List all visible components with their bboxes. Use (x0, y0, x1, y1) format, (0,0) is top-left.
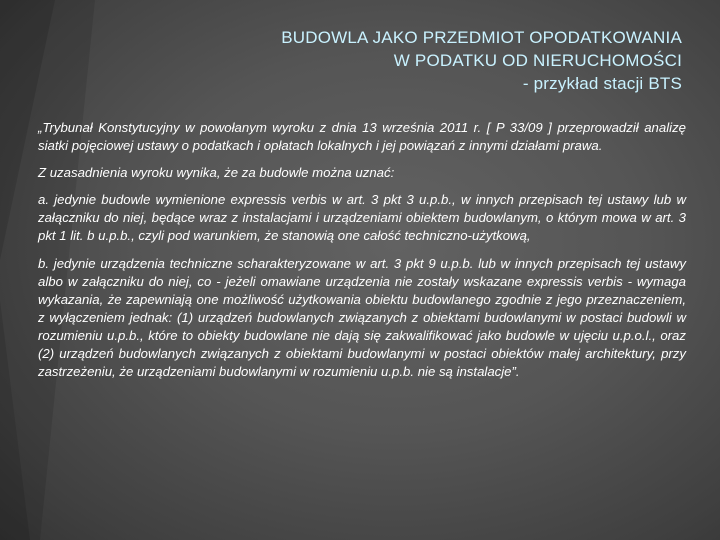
slide-title (122, 26, 682, 95)
paragraph-intro: „Trybunał Konstytucyjny w powołanym wyroku z dnia 13 września 2011 r. [ P 33/09 ] przeprowadził analizę siatki pojęciowej ustawy o podatkach i opłatach lokalnych i jej powiązań z innymi działami prawa. (38, 120, 686, 154)
paragraph-point-a: a. jedynie budowle wymienione expressis verbis w art. 3 pkt 3 u.p.b., w innych przepisach tej ustawy lub w załączniku do niej, będące wraz z instalacjami i urządzeniami obiektem budowlanym, o którym mowa w art. 3 pkt 1 lit. b u.p.b., czyli pod warunkiem, że stanowią one całość techniczno-użytkową, (38, 192, 686, 244)
title-line-2: W PODATKU OD NIERUCHOMOŚCI (393, 51, 682, 70)
paragraph-lead: Z uzasadnienia wyroku wynika, że za budowle można uznać: (38, 165, 395, 181)
title-line-1: BUDOWLA JAKO PRZEDMIOT OPODATKOWANIA (281, 28, 682, 47)
slide-body (38, 119, 686, 389)
paragraph-point-b: b. jedynie urządzenia techniczne scharakteryzowane w art. 3 pkt 9 u.p.b. lub w innych przepisach tej ustawy albo w załączniku do niej, co - jeżeli omawiane urządzenia nie zostały wskazane expressis verbis - wymaga wykazania, że zapewniają one możliwość użytkowania obiektu budowlanego zgodnie z jego przeznaczeniem, z wyłączeniem jednak: (1) urządzeń budowlanych związanych z obiektami budowlanymi w postaci budowli w rozumieniu u.p.b., które to obiekty budowlane nie dają się zakwalifikować jako budowle w ujęciu u.p.o.l., oraz (2) urządzeń budowlanych związanych z obiektami budowlanymi w postaci obiektów małej architektury, przy zastrzeżeniu, że urządzeniami budowlanymi w rozumieniu u.p.b. nie są instalacje”. (38, 255, 686, 380)
title-line-3: - przykład stacji BTS (522, 74, 682, 93)
